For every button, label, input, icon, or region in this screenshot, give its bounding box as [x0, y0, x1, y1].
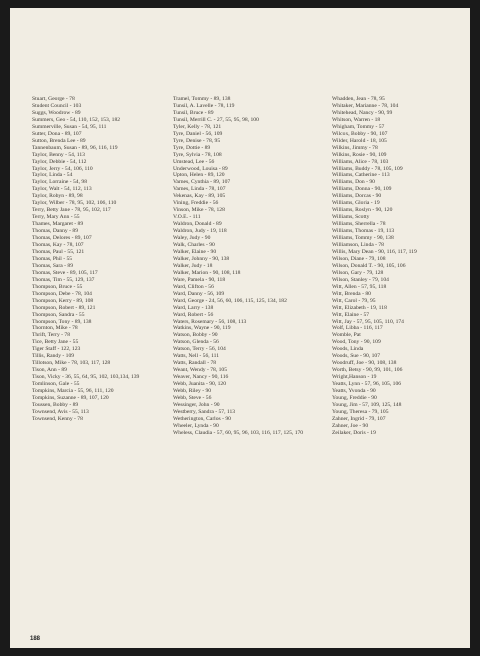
index-entry: Zahner, Joe - 90 — [332, 422, 369, 429]
index-entry: Ward, Larry - 138 — [173, 304, 214, 311]
index-entry: Walker, Johnny - 90, 138 — [173, 255, 230, 262]
index-entry: Worth, Betsy - 90, 99, 101, 106 — [332, 367, 403, 374]
index-entry: Ward, Robert - 56 — [173, 311, 214, 318]
index-entry: Wetherington, Carlos - 90 — [173, 415, 231, 422]
index-entry: Williamson, Linda - 78 — [332, 242, 384, 249]
index-entry: Wilkins, Jimmy - 78 — [332, 144, 378, 151]
index-entry: Weaver, Nancy - 90, 116 — [173, 374, 229, 381]
index-entry: Thomas, Tim - 55, 129, 137 — [32, 276, 95, 283]
index-entry: Williams, Catherine - 113 — [332, 172, 390, 179]
index-entry: Tramel, Tommy - 89, 138 — [173, 96, 231, 102]
index-entry: Terry, Mary Ann - 55 — [32, 214, 80, 221]
index-entry: Webb, Juanita - 90, 120 — [173, 381, 226, 388]
index-entry: Woods, Linda — [332, 346, 364, 353]
index-column-1 — [32, 96, 168, 423]
index-entry: Tyler, Kelly - 78, 121 — [173, 123, 222, 130]
index-entry: Tyre, Denise - 78, 95 — [173, 137, 221, 144]
index-entry: Webb, Riley - 90 — [173, 388, 212, 395]
index-entry: Zeilaker, Doris - 19 — [332, 429, 376, 436]
index-entry: Waley, Judy - 90 — [173, 235, 211, 242]
index-entry: Taylor, Wilber - 78, 95, 102, 106, 110 — [32, 200, 117, 207]
index-entry: Wilson, Diane - 79, 108 — [332, 255, 386, 262]
index-entry: Tiger Staff - 122, 123 — [32, 346, 81, 353]
index-entry: Yeatts, Lynn - 57, 96, 105, 106 — [332, 381, 402, 388]
page-number: 188 — [30, 636, 41, 642]
index-entry: Tice, Betty Jane - 55 — [32, 339, 79, 346]
index-entry: Wilson, Stanley - 79, 104 — [332, 276, 389, 283]
index-entry: Thornton, Mike - 78 — [32, 325, 78, 332]
index-entry: Tyre, Daniel - 56, 109 — [173, 130, 223, 137]
index-entry: Whitson, Warren - 18 — [332, 116, 381, 123]
index-entry: Watts, Randall - 78 — [173, 360, 217, 367]
index-entry: Toussen, Bobby - 89 — [32, 401, 79, 408]
index-entry: Williams, Don - 90 — [332, 179, 375, 186]
index-entry: Sutter, Dona - 89, 107 — [32, 130, 82, 137]
index-entry: Ware, Pamela - 90, 118 — [173, 276, 226, 283]
index-entry: Young, Theresa - 79, 105 — [332, 408, 389, 415]
index-entry: Whitaker, Marianne - 78, 104 — [332, 102, 399, 109]
index-entry: Witt, Elaine - 57 — [332, 311, 370, 318]
index-entry: Williams, Roslyn - 90, 120 — [332, 207, 393, 214]
index-entry: Williams, Sherrella - 78 — [332, 221, 386, 228]
index-entry: Student Council - 103 — [32, 102, 82, 109]
index-entry: Thompson, Kerry - 89, 108 — [32, 297, 94, 304]
index-entry: Tompkins, Marcia - 55, 96, 111, 120 — [32, 388, 114, 395]
index-entry: Tyre, Sylvia - 78, 108 — [173, 151, 222, 158]
index-entry: Williams, Thomas - 19, 113 — [332, 228, 395, 235]
index-entry: Watkins, Wayne - 90, 119 — [173, 325, 231, 332]
index-entry: Ward, Danny - 56, 109 — [173, 290, 225, 297]
index-entry: Wheeler, Lynda - 90 — [173, 422, 219, 429]
index-entry: Thomas, Sara - 89 — [32, 262, 74, 269]
index-entry: Watson, Glenda - 56 — [173, 339, 219, 346]
index-entry: Tunsil, Merrill C. - 27, 55, 95, 98, 100 — [173, 116, 259, 123]
index-entry: Thomas, Paul - 55, 121 — [32, 248, 85, 255]
index-entry: Whitehead, Nancy - 90, 99 — [332, 109, 393, 116]
index-entry: Upton, Helen - 89, 120 — [173, 172, 225, 179]
index-entry: Suggs, Woodrow - 89 — [32, 109, 81, 116]
index-entry: Webb, Steve - 56 — [173, 394, 212, 401]
index-entry: Thomas, Delores - 89, 107 — [32, 235, 92, 242]
index-entry: Williams, Tommy - 90, 138 — [332, 235, 394, 242]
index-entry: Williams, Gloria - 19 — [332, 200, 380, 207]
index-entry: Witt, Carol - 79, 95 — [332, 297, 376, 304]
index-entry: Thompson, Robert - 89, 121 — [32, 304, 96, 311]
index-entry: Young, Jim - 57, 109, 125, 148 — [332, 401, 402, 408]
index-entry: Ward, Clifton - 56 — [173, 283, 214, 290]
index-entry: Stuart, George - 78 — [32, 96, 75, 102]
index-entry: Westberry, Sandra - 57, 113 — [173, 408, 236, 415]
index-entry: Thames, Margaret - 89 — [32, 221, 84, 228]
index-entry: Womble, Pat — [332, 332, 361, 339]
index-entry: Tyre, Dottie - 89 — [173, 144, 211, 151]
index-entry: Watts, Nell - 56, 111 — [173, 353, 220, 360]
index-entry: Tison, Ann - 89 — [32, 367, 67, 374]
index-entry: Wright,Hanson - 19 — [332, 374, 377, 381]
index-entry: Taylor, Benny - 54, 113 — [32, 151, 85, 158]
index-entry: Tomlinson, Gale - 55 — [32, 381, 80, 388]
index-entry: Wilcox, Bobby - 90, 107 — [332, 130, 388, 137]
index-entry: Witt, Brenda - 80 — [332, 290, 371, 297]
index-entry: Vining, Freddie - 56 — [173, 200, 219, 207]
index-entry: Umstead, Lee - 56 — [173, 158, 215, 165]
index-entry: V.O.E. - 111 — [173, 214, 201, 221]
index-entry: Witt, Jay - 57, 95, 105, 110, 174 — [332, 318, 404, 325]
index-entry: Willis, Mary Dean - 90, 116, 117, 119 — [332, 248, 417, 255]
index-entry: Williams, Alice - 78, 103 — [332, 158, 389, 165]
index-entry: Williams, Scotty — [332, 214, 370, 221]
index-entry: Underwood, Louisa - 89 — [173, 165, 228, 172]
index-entry: Tillotson, Mike - 78, 103, 117, 128 — [32, 360, 111, 367]
index-entry: Thomas, Danny - 89 — [32, 228, 78, 235]
index-entry: Taylor, Jerry - 54, 106, 110 — [32, 165, 93, 172]
index-entry: Tannenbaum, Susan - 89, 96, 116, 119 — [32, 144, 118, 151]
index-entry: Summerville, Susan - 54, 95, 111 — [32, 123, 107, 130]
index-entry: Zahner, Ingrid - 79, 107 — [332, 415, 386, 422]
index-entry: Summers, Geo - 54, 110, 152, 153, 182 — [32, 116, 121, 123]
index-entry: Terry, Betty Jane - 78, 95, 102, 117 — [32, 207, 111, 214]
index-entry: Ward, George - 24, 56, 60, 106, 115, 125, 134, 182 — [173, 297, 287, 304]
index-entry: Woodruff, Joe - 90, 108, 138 — [332, 360, 397, 367]
index-entry: Witt, Elizabeth - 19, 118 — [332, 304, 387, 311]
index-entry: Walker, Elaine - 90 — [173, 248, 217, 255]
index-entry: Sutton, Brenda Lee - 89 — [32, 137, 86, 144]
index-entry: Tison, Vicky - 36, 55, 64, 95, 102, 103,134, 139 — [32, 374, 140, 381]
index-entry: Taylor, Walt - 54, 112, 113 — [32, 186, 92, 193]
index-entry: Young, Freddie - 90 — [332, 394, 377, 401]
index-entry: Williams, Donna - 90, 109 — [332, 186, 392, 193]
index-entry: Waters, Rosemary - 56, 108, 113 — [173, 318, 247, 325]
index-entry: Wilkins, Rosie - 90, 109 — [332, 151, 387, 158]
index-entry: Williams, Buddy - 78, 105, 109 — [332, 165, 403, 172]
index-entry: Vekenas, Kay - 89, 105 — [173, 193, 226, 200]
index-entry: Thompson, Sandra - 55 — [32, 311, 85, 318]
index-entry: Tunsil, Bruce - 89 — [173, 109, 214, 116]
index-entry: Whigham, Tommy - 57 — [332, 123, 385, 130]
index-entry: Townsend, Avis - 55, 113 — [32, 408, 89, 415]
index-entry: Taylor, Debbie - 54, 112 — [32, 158, 87, 165]
index-entry: Whadden, Jean - 78, 95 — [332, 96, 385, 102]
index-entry: Thompson, Bruce - 55 — [32, 283, 83, 290]
index-column-3 — [332, 96, 464, 437]
index-entry: Townsend, Kenny - 78 — [32, 415, 83, 422]
index-entry: Williams, Dorcas - 90 — [332, 193, 382, 200]
index-entry: Waldron, Donald - 89 — [173, 221, 222, 228]
index-entry: Wilson, Gary - 79, 128 — [332, 269, 384, 276]
index-entry: Thomas, Phil - 55 — [32, 255, 73, 262]
index-entry: Thompson, Tony - 89, 138 — [32, 318, 92, 325]
index-entry: Thomas, Kay - 78, 107 — [32, 242, 84, 249]
index-entry: Walker, Marion - 90, 108, 118 — [173, 269, 241, 276]
index-entry: Woods, Sue - 90, 107 — [332, 353, 381, 360]
index-entry: Taylor, Linda - 54 — [32, 172, 73, 179]
index-entry: Wilder, Harold - 18, 105 — [332, 137, 387, 144]
index-column-2 — [173, 96, 323, 437]
index-entry: Tunsil, A. Lavelle - 78, 119 — [173, 102, 235, 109]
index-entry: Waldron, Judy - 19, 118 — [173, 228, 227, 235]
index-entry: Wood, Tony - 90, 109 — [332, 339, 381, 346]
index-entry: Walker, Judy - 18 — [173, 262, 213, 269]
index-entry: Taylor, Robyn - 89, 98 — [32, 193, 83, 200]
index-entry: Witt, Allen - 57, 95, 118 — [332, 283, 387, 290]
index-entry: Watson, Bobby - 90 — [173, 332, 218, 339]
index-entry: Tillis, Randy - 109 — [32, 353, 75, 360]
index-entry: Thompson, Debe - 78, 104 — [32, 290, 92, 297]
index-entry: Vinson, Mike - 78, 128 — [173, 207, 225, 214]
index-entry: Watson, Terry - 56, 104 — [173, 346, 226, 353]
index-entry: Wheless, Claudia - 57, 60, 95, 96, 103, 116, 117, 125, 170 — [173, 429, 304, 436]
index-entry: Varnes, Linda - 78, 107 — [173, 186, 226, 193]
index-entry: Wessinger, John - 90 — [173, 401, 220, 408]
index-entry: Walk, Charles - 90 — [173, 242, 215, 249]
index-entry: Wilson, Donald T. - 90, 105, 106 — [332, 262, 406, 269]
index-entry: Thomas, Steve - 89, 105, 117 — [32, 269, 98, 276]
index-entry: Yeatts, Yvonda - 90 — [332, 388, 376, 395]
index-entry: Taylor, Lorraine - 54, 98 — [32, 179, 87, 186]
index-entry: Thrift, Terry - 78 — [32, 332, 71, 339]
yearbook-page — [10, 8, 470, 648]
index-entry: Wolf, Libba - 116, 117 — [332, 325, 383, 332]
index-entry: Varnes, Cynthia - 89, 107 — [173, 179, 231, 186]
index-entry: Tompkins, Suzanne - 89, 107, 120 — [32, 394, 109, 401]
index-entry: Weant, Wendy - 78, 105 — [173, 367, 227, 374]
